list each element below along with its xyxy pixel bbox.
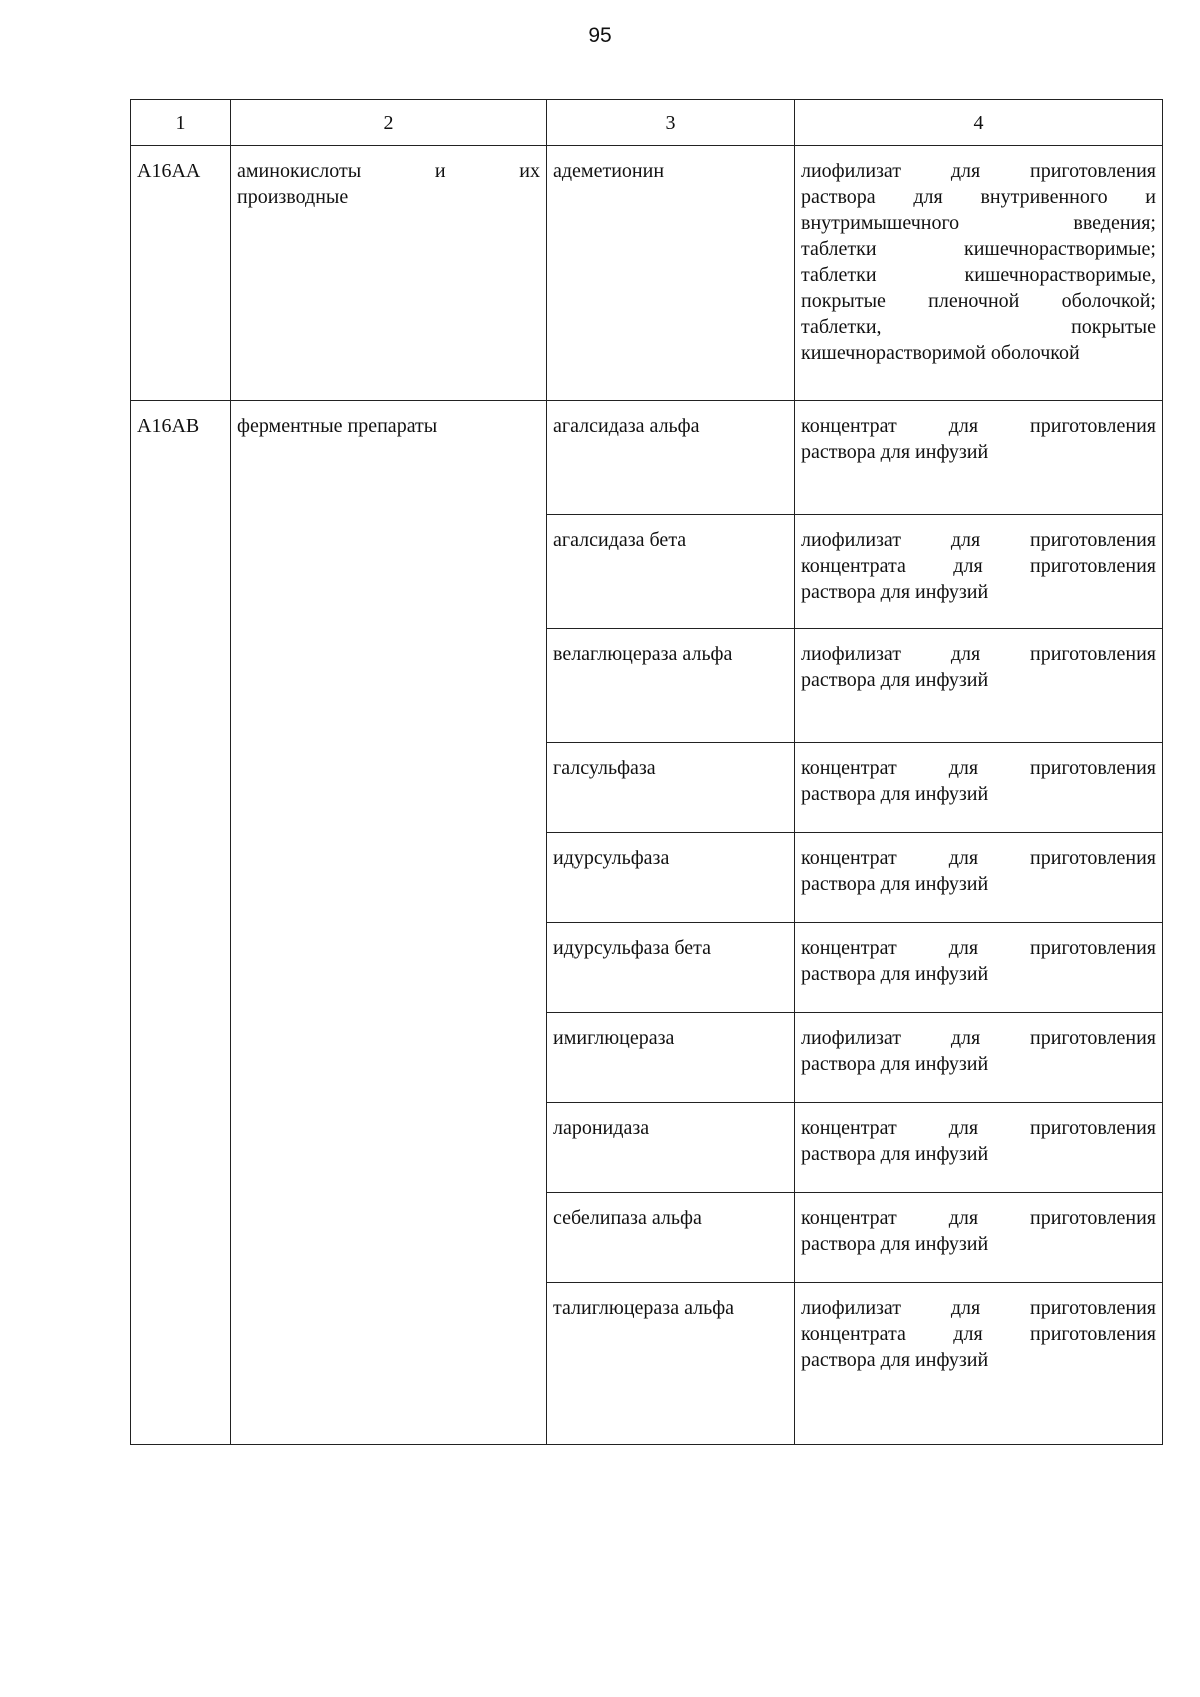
dosage-form-cell [795, 1013, 1163, 1103]
header-row [131, 100, 1163, 146]
drug-name-cell [547, 1013, 795, 1103]
drug-name: талиглюцераза альфа [553, 1297, 735, 1319]
group-name-line: аминокислоты и их [237, 160, 540, 182]
atc-code-cell [131, 401, 231, 1445]
dosage-form-line: раствора для инфузий [801, 963, 989, 985]
drug-name-cell [547, 1103, 795, 1193]
dosage-form-line: лиофилизат для приготовления [801, 1027, 1156, 1049]
dosage-form-line: раствора для инфузий [801, 1053, 989, 1075]
drug-name: идурсульфаза бета [553, 937, 711, 959]
dosage-form-cell [795, 1193, 1163, 1283]
dosage-form-line: кишечнорастворимой оболочкой [801, 342, 1080, 364]
dosage-form-line: раствора для инфузий [801, 1143, 989, 1165]
dosage-form-line: лиофилизат для приготовления [801, 160, 1156, 182]
drug-name-cell [547, 629, 795, 743]
table-body [131, 146, 1163, 1445]
column-header-2: 2 [231, 100, 547, 146]
drug-table [130, 99, 1163, 1445]
drug-name-cell [547, 923, 795, 1013]
drug-name: себелипаза альфа [553, 1207, 702, 1229]
column-header-1: 1 [131, 100, 231, 146]
dosage-form-line: концентрат для приготовления [801, 415, 1156, 437]
drug-name-cell [547, 146, 795, 401]
dosage-form-cell [795, 923, 1163, 1013]
dosage-form-cell [795, 743, 1163, 833]
drug-name: имиглюцераза [553, 1027, 675, 1049]
drug-name: идурсульфаза [553, 847, 670, 869]
dosage-form-cell [795, 1283, 1163, 1445]
drug-name-cell [547, 1193, 795, 1283]
page-number: 95 [588, 24, 612, 47]
column-header-3: 3 [547, 100, 795, 146]
dosage-form-line: концентрат для приготовления [801, 1117, 1156, 1139]
dosage-form-cell [795, 833, 1163, 923]
dosage-form-line: концентрат для приготовления [801, 757, 1156, 779]
dosage-form-line: раствора для инфузий [801, 669, 989, 691]
dosage-form-line: концентрат для приготовления [801, 937, 1156, 959]
column-header-4: 4 [795, 100, 1163, 146]
drug-name: агалсидаза альфа [553, 415, 700, 437]
drug-name: велаглюцераза альфа [553, 643, 733, 665]
drug-name-cell [547, 515, 795, 629]
dosage-form-cell [795, 401, 1163, 515]
drug-name-cell [547, 1283, 795, 1445]
drug-name-cell [547, 833, 795, 923]
dosage-form-cell [795, 629, 1163, 743]
drug-name: ларонидаза [553, 1117, 650, 1139]
atc-code: А16АВ [137, 415, 200, 437]
dosage-form-line: раствора для инфузий [801, 1233, 989, 1255]
dosage-form-line: концентрата для приготовления [801, 1323, 1156, 1345]
drug-name: адеметионин [553, 160, 665, 182]
dosage-form-cell [795, 515, 1163, 629]
anatomical-group-cell [231, 401, 547, 1445]
dosage-form-line: таблетки кишечнорастворимые; [801, 238, 1156, 260]
drug-name-cell [547, 401, 795, 515]
atc-code-cell [131, 146, 231, 401]
dosage-form-line: концентрат для приготовления [801, 1207, 1156, 1229]
dosage-form-line: раствора для внутривенного и [801, 186, 1156, 208]
dosage-form-line: внутримышечного введения; [801, 212, 1156, 234]
dosage-form-line: раствора для инфузий [801, 783, 989, 805]
dosage-form-line: покрытые пленочной оболочкой; [801, 290, 1156, 312]
anatomical-group-cell [231, 146, 547, 401]
drug-name: агалсидаза бета [553, 529, 687, 551]
atc-code: А16АА [137, 160, 201, 182]
dosage-form-line: раствора для инфузий [801, 1349, 989, 1371]
drug-name-cell [547, 743, 795, 833]
dosage-form-line: концентрат для приготовления [801, 847, 1156, 869]
dosage-form-line: лиофилизат для приготовления [801, 1297, 1156, 1319]
dosage-form-line: таблетки кишечнорастворимые, [801, 264, 1156, 286]
dosage-form-line: лиофилизат для приготовления [801, 643, 1156, 665]
dosage-form-cell [795, 146, 1163, 401]
group-name-line: производные [237, 186, 349, 208]
dosage-form-line: лиофилизат для приготовления [801, 529, 1156, 551]
dosage-form-line: раствора для инфузий [801, 873, 989, 895]
dosage-form-cell [795, 1103, 1163, 1193]
dosage-form-line: раствора для инфузий [801, 581, 989, 603]
table-row [131, 146, 1163, 401]
table-row [131, 401, 1163, 515]
dosage-form-line: раствора для инфузий [801, 441, 989, 463]
group-name-line: ферментные препараты [237, 415, 438, 437]
dosage-form-line: таблетки, покрытые [801, 316, 1156, 338]
dosage-form-line: концентрата для приготовления [801, 555, 1156, 577]
drug-name: галсульфаза [553, 757, 656, 779]
